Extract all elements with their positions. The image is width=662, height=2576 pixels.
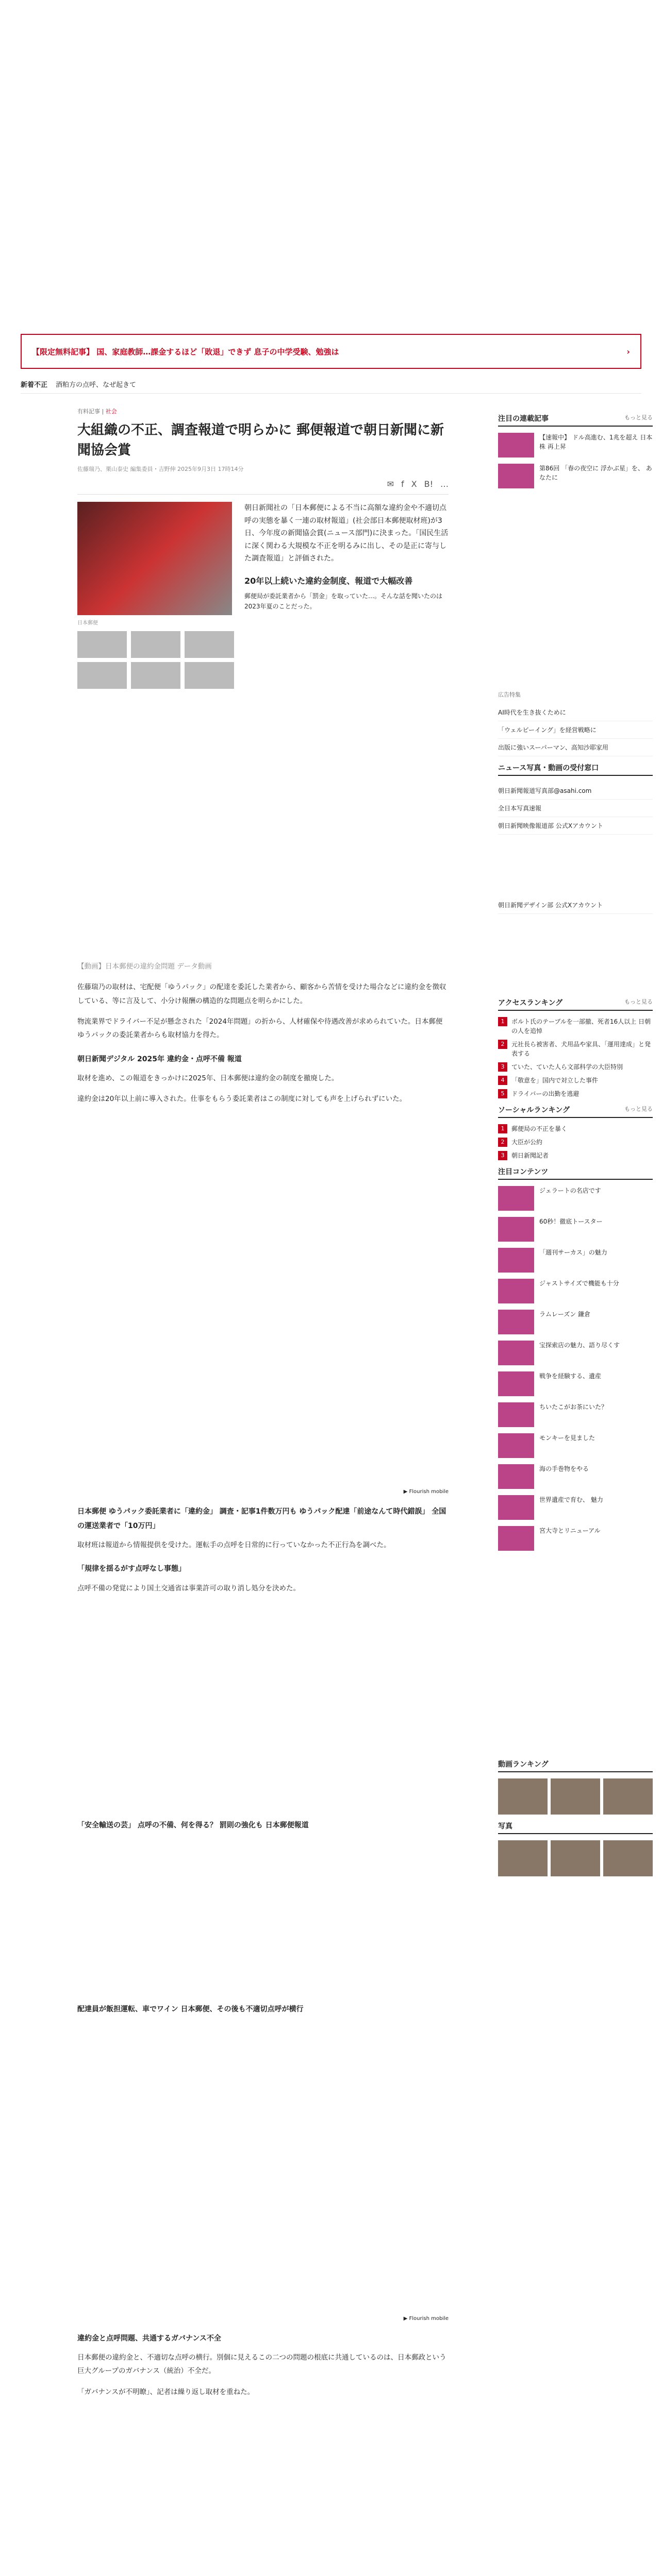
ranking-item[interactable]: 1 郵便局の不正を暴く: [498, 1124, 653, 1133]
article-main: [77, 407, 449, 2406]
more-link[interactable]: もっと見る: [624, 414, 653, 421]
ad-label: 広告特集: [498, 691, 521, 698]
article-meta: [77, 465, 449, 473]
banner-text: 【限定無料記事】 国、家庭教師…課金するほど「敗退」できず 息子の中学受験、勉強は: [32, 347, 339, 357]
side-thumb: [498, 433, 534, 457]
share-bar: [77, 479, 449, 495]
more-link[interactable]: もっと見る: [624, 1106, 653, 1112]
ranking-item[interactable]: 3 ていた、ていた人ら文部科学の大臣特別: [498, 1062, 653, 1072]
article-title: 大組織の不正、調査報道で明らかに 郵便報道で朝日新聞に新聞協会賞: [77, 422, 444, 458]
related-article[interactable]: [244, 575, 449, 612]
sidebar-heading: アクセスランキング もっと見る: [498, 997, 653, 1011]
side-article[interactable]: [498, 433, 653, 457]
body-paragraph: 日本郵便の違約金と、不適切な点呼の横行。別個に見えるこの二つの問題の根底に共通しているのは、日本郵政という巨大グループのガバナンス（統治）不全だ。: [77, 2353, 446, 2376]
sidebar: [498, 407, 653, 1876]
limited-article-banner[interactable]: [21, 334, 641, 369]
sidebar-ad-space: [498, 495, 653, 536]
side-article-title: 第86回 「春の夜空に 浮かぶ星」を、 あなたに: [539, 465, 652, 481]
more-link[interactable]: もっと見る: [624, 998, 653, 1005]
heading-label: 注目の連載記事: [498, 415, 549, 423]
mail-icon[interactable]: ✉: [387, 479, 394, 489]
recommend-item[interactable]: ちいたこがお茶にいた？: [498, 1402, 653, 1427]
ranking-item[interactable]: 3 朝日新聞記者: [498, 1151, 653, 1160]
gallery-thumb[interactable]: [131, 662, 180, 689]
article-category: 有料記事 | 社会: [77, 408, 117, 415]
breadcrumb-item[interactable]: 新着不正: [21, 381, 48, 389]
side-thumb: [498, 464, 534, 488]
image-caption: 日本郵便: [77, 620, 98, 626]
recommend-item[interactable]: 戦争を経験する、遺産: [498, 1371, 653, 1396]
body-paragraph: 佐藤瑞乃の取材は、宅配便「ゆうパック」の配達を委託した業者から、顧客から苦情を受けた場合などに違約金を徴収している、等に言及して、小分け報酬の構造的な問題点を明らかにした。: [77, 983, 446, 1005]
sidebar-link[interactable]: 朝日新聞デザイン部 公式Xアカウント: [498, 896, 653, 914]
sidebar-heading: 動画ランキング: [498, 1759, 653, 1772]
side-article[interactable]: [498, 464, 653, 488]
flourish-credit[interactable]: ▶ Flourish mobile: [403, 2315, 449, 2321]
breadcrumb-item[interactable]: 酒粕方の点呼、なぜ起きて: [56, 381, 137, 389]
video-thumb[interactable]: [498, 1778, 548, 1815]
text-spacer: [77, 1602, 449, 1808]
lead-section: [77, 502, 449, 699]
sidebar-link[interactable]: 出版に強いスーパーマン、高知沙耶家用: [498, 739, 653, 756]
top-ad-space: [0, 0, 662, 155]
recommend-item[interactable]: モンキーを見ました: [498, 1433, 653, 1458]
x-icon[interactable]: X: [411, 479, 417, 489]
section-subheading: 「安全輸送の芸」 点呼の不備、何を得る？ 罰則の強化も 日本郵便報道: [77, 1821, 309, 1829]
sidebar-heading: 写真: [498, 1821, 653, 1834]
sidebar-heading: ソーシャルランキング もっと見る: [498, 1105, 653, 1118]
section-subheading: 違約金と点呼問題、共通するガバナンス不全: [77, 2334, 221, 2343]
ranking-item[interactable]: 1 ボルト氏のテーブルを一部撤、死者16人以上 日朝の人を追悼: [498, 1017, 653, 1036]
recommend-item[interactable]: ジャストサイズで機能も十分: [498, 1279, 653, 1303]
thumbnail-gallery: [77, 631, 234, 689]
recommend-item[interactable]: 「週刊サーカス」の魅力: [498, 1248, 653, 1273]
section-subheading: 「規律を揺るがす点呼なし事態」: [77, 1565, 186, 1573]
chart-embed-space: [77, 1113, 449, 1484]
recommend-item[interactable]: 宮大寺とリニューアル: [498, 1526, 653, 1551]
sidebar-link[interactable]: AI時代を生き抜くために: [498, 704, 653, 721]
author-line: 佐藤瑞乃、栗山泰史 編集委員・吉野伸: [77, 466, 176, 472]
chevron-right-icon: ›: [626, 346, 630, 357]
lead-paragraph: 朝日新聞社の「日本郵便による不当に高額な違約金や不適切点呼の実態を暴く一連の取材報道」(社会部日本郵便取材班)が3日、今年度の新聞協会賞(ニュース部門)に決まった。「国民生活に深く関わる大規模な不正を明るみに出し、その是正に寄与した調査報道」と評価された。: [244, 504, 449, 563]
gallery-thumb[interactable]: [77, 662, 127, 689]
chart-embed-space: [77, 2022, 449, 2311]
video-grid: [498, 1778, 653, 1815]
body-paragraph: 違約金は20年以上前に導入された。仕事をもらう委託業者はこの制度に対しても声を上げられずにいた。: [77, 1095, 407, 1104]
recommend-item[interactable]: ラムレーズン 鎌倉: [498, 1310, 653, 1334]
photo-thumb[interactable]: [603, 1840, 653, 1876]
video-thumb[interactable]: [603, 1778, 653, 1815]
recommend-item[interactable]: 宝探索店の魅力、語り尽くす: [498, 1341, 653, 1365]
flourish-credit[interactable]: ▶ Flourish mobile: [403, 1489, 449, 1495]
publish-date: 2025年9月3日 17時14分: [177, 466, 244, 472]
sidebar-link[interactable]: 朝日新聞報道写真部@asahi.com: [498, 782, 653, 800]
section-subheading[interactable]: 日本郵便 ゆうパック委託業者に「違約金」 調査・記事1件数万円も ゆうパック配達「前途なんて時代錯誤」 全国の運送業者で「10万円」: [77, 1507, 446, 1530]
sidebar-heading: ニュース写真・動画の受付窓口: [498, 762, 653, 776]
gallery-thumb[interactable]: [185, 631, 234, 658]
section-subheading: 配達員が飯担運転、車でワイン 日本郵便、その後も不適切点呼が横行: [77, 2005, 304, 2014]
recommend-item[interactable]: 世界遺産で育む、 魅力: [498, 1495, 653, 1520]
embedded-ad-space: [77, 699, 449, 957]
sidebar-heading: 注目コンテンツ: [498, 1166, 653, 1180]
category-label-red[interactable]: 社会: [105, 408, 117, 415]
hatena-icon[interactable]: B!: [424, 479, 433, 489]
ranking-item[interactable]: 4 「敬意を」国内で対立した事件: [498, 1076, 653, 1085]
sidebar-link[interactable]: 朝日新聞映像報道部 公式Xアカウント: [498, 817, 653, 835]
gallery-thumb[interactable]: [185, 662, 234, 689]
body-paragraph: 物流業界でドライバー不足が懸念された「2024年問題」の折から、人材確保や待遇改善が求められていた。日本郵便ゆうパックの委託業者からも取材協力を得た。: [77, 1017, 443, 1040]
body-paragraph: 取材を進め、この報道をきっかけに2025年、日本郵便は違約金の制度を撤廃した。: [77, 1074, 339, 1082]
sidebar-link[interactable]: 「ウェルビーイング」を経営戦略に: [498, 721, 653, 739]
lead-image[interactable]: [77, 502, 232, 615]
photo-thumb[interactable]: [551, 1840, 600, 1876]
body-paragraph: 「ガバナンスが不明瞭」、記者は繰り返し取材を重ねた。: [77, 2387, 255, 2396]
ranking-item[interactable]: 5 ドライバーの出勤を逃避: [498, 1089, 653, 1098]
section-subheading: 朝日新聞デジタル 2025年 違約金・点呼不備 報道: [77, 1055, 242, 1063]
gallery-thumb[interactable]: [77, 631, 127, 658]
sidebar-heading: [498, 413, 653, 427]
category-label[interactable]: 有料記事: [77, 408, 100, 415]
recommend-item[interactable]: 海の手巻物をやる: [498, 1464, 653, 1489]
video-caption: 【動画】日本郵便の違約金問題 データ動画: [77, 962, 212, 971]
side-article-title: 【速報中】 ドル高進む、1兆を超え 日本株 再上昇: [539, 434, 653, 450]
article-body: [77, 960, 449, 2399]
recommend-item[interactable]: ジェラートの名店です: [498, 1186, 653, 1211]
breadcrumb: [21, 375, 641, 394]
related-text: 郵便局が委託業者から「罰金」を取っていた…。そんな話を聞いたのは2023年夏のことだった。: [244, 592, 443, 611]
photo-thumb[interactable]: [498, 1840, 548, 1876]
more-icon[interactable]: …: [440, 479, 449, 489]
body-paragraph: 取材班は報道から情報提供を受けた。運転手の点呼を日常的に行っていなかった不正行為を調べた。: [77, 1541, 391, 1550]
video-thumb[interactable]: [551, 1778, 600, 1815]
gallery-thumb[interactable]: [131, 631, 180, 658]
facebook-icon[interactable]: f: [401, 479, 404, 489]
ranking-item[interactable]: 2 元社長ら被害者、犬用品や家具、「運用達成」と発表する: [498, 1040, 653, 1058]
recommend-item[interactable]: 60秒！徹底トースター: [498, 1217, 653, 1242]
sidebar-link[interactable]: 全日本写真速報: [498, 800, 653, 817]
ranking-item[interactable]: 2 大臣が公約: [498, 1138, 653, 1147]
related-title: 20年以上続いた違約金制度、報道で大幅改善: [244, 575, 413, 586]
photo-grid: [498, 1840, 653, 1876]
text-spacer: [77, 1838, 449, 1992]
body-paragraph: 点呼不備の発覚により国土交通省は事業許可の取り消し処分を決めた。: [77, 1584, 300, 1592]
